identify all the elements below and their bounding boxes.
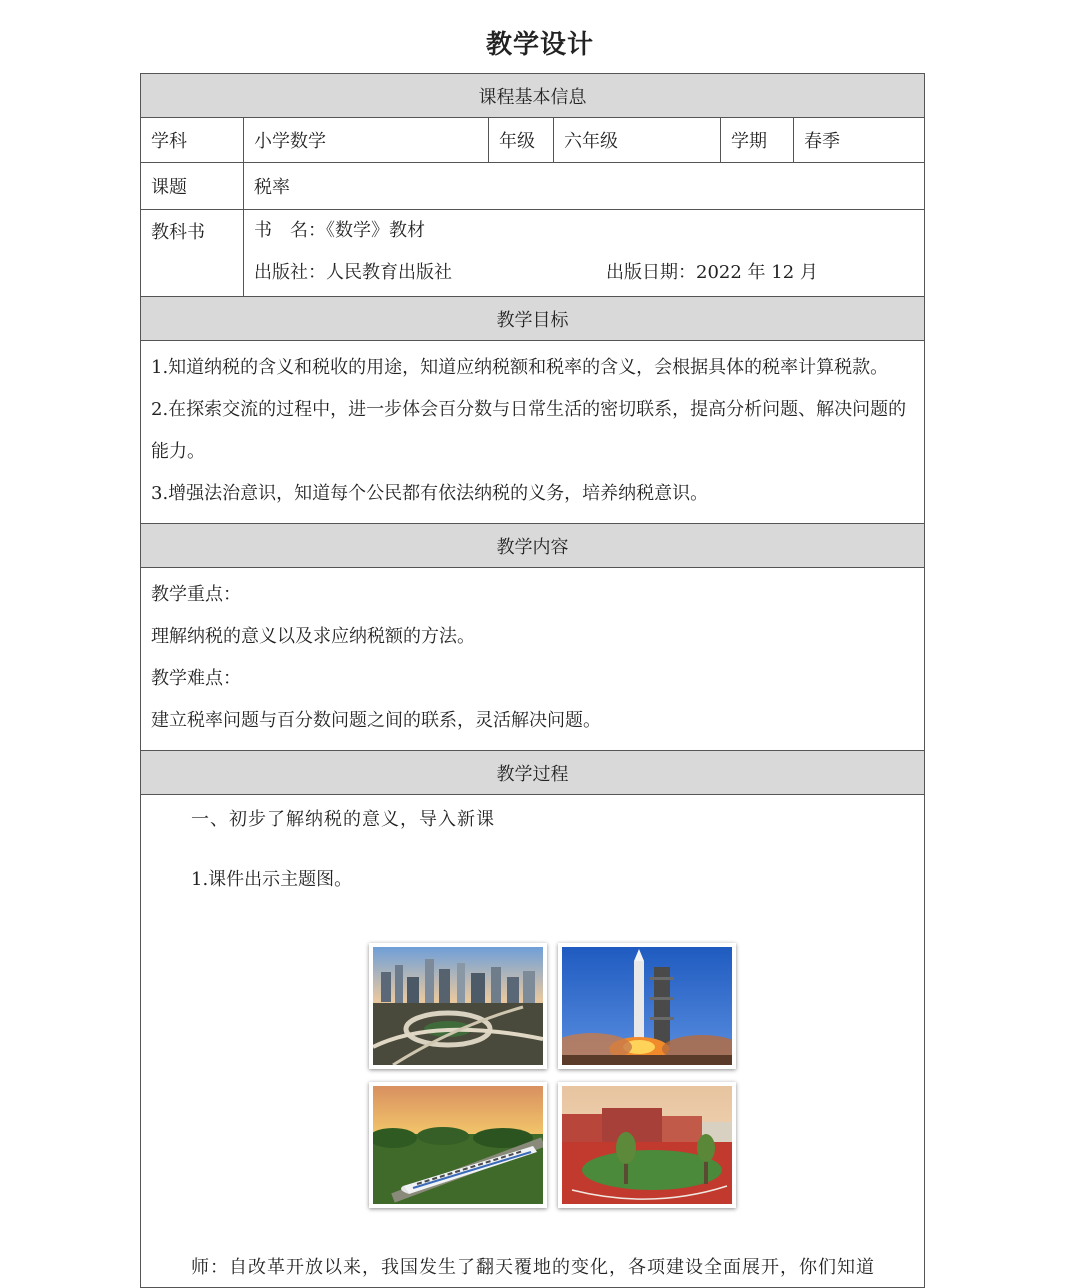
process-header: 教学过程 (141, 751, 924, 795)
publish-date: 出版日期：2022 年 12 月 (606, 262, 818, 283)
objective-item: 2.在探索交流的过程中，进一步体会百分数与日常生活的密切联系，提高分析问题、解决问题的能力。 (151, 399, 907, 462)
process-body (141, 795, 924, 1287)
difficulty-label: 教学难点： (151, 668, 241, 689)
objectives-header: 教学目标 (141, 297, 924, 341)
teacher-dialogue: 师：自改革开放以来，我国发生了翻天覆地的变化，各项建设全面展开，你们知道 (191, 1257, 875, 1278)
difficulty-text: 建立税率问题与百分数问题之间的联系，灵活解决问题。 (151, 710, 601, 731)
key-point-text: 理解纳税的意义以及求应纳税额的方法。 (151, 626, 475, 647)
process-step-title: 一、初步了解纳税的意义，导入新课 (191, 809, 495, 830)
content-block (141, 568, 924, 751)
lesson-plan-table (140, 73, 925, 1288)
grade-label: 年级 (489, 118, 554, 162)
subject-label: 学科 (141, 118, 244, 162)
school-playground-photo (558, 1082, 736, 1208)
high-speed-train-photo (369, 1082, 547, 1208)
document-title: 教学设计 (485, 30, 594, 60)
grade-value: 六年级 (554, 118, 721, 162)
topic-value: 税率 (254, 177, 290, 198)
textbook-info (244, 210, 924, 296)
rocket-launch-photo (558, 943, 736, 1069)
term-value: 春季 (804, 131, 840, 152)
publisher: 出版社：人民教育出版社 (254, 262, 452, 283)
term-label: 学期 (721, 118, 794, 162)
process-step-1: 1.课件出示主题图。 (191, 869, 353, 890)
objectives-list (141, 341, 924, 524)
subject-row (141, 118, 924, 163)
content-header: 教学内容 (141, 524, 924, 568)
basic-info-header: 课程基本信息 (141, 74, 924, 118)
city-interchange-photo (369, 943, 547, 1069)
book-name: 书 名：《数学》教材 (254, 220, 425, 241)
objective-item: 1.知道纳税的含义和税收的用途，知道应纳税额和税率的含义，会根据具体的税率计算税款。 (151, 357, 889, 378)
topic-label: 课题 (141, 163, 244, 209)
key-point-label: 教学重点： (151, 584, 241, 605)
topic-row (141, 163, 924, 210)
textbook-label: 教科书 (141, 210, 244, 296)
textbook-row (141, 210, 924, 297)
publisher-line (254, 260, 914, 286)
subject-value: 小学数学 (244, 118, 489, 162)
objective-item: 3.增强法治意识，知道每个公民都有依法纳税的义务，培养纳税意识。 (151, 483, 709, 504)
